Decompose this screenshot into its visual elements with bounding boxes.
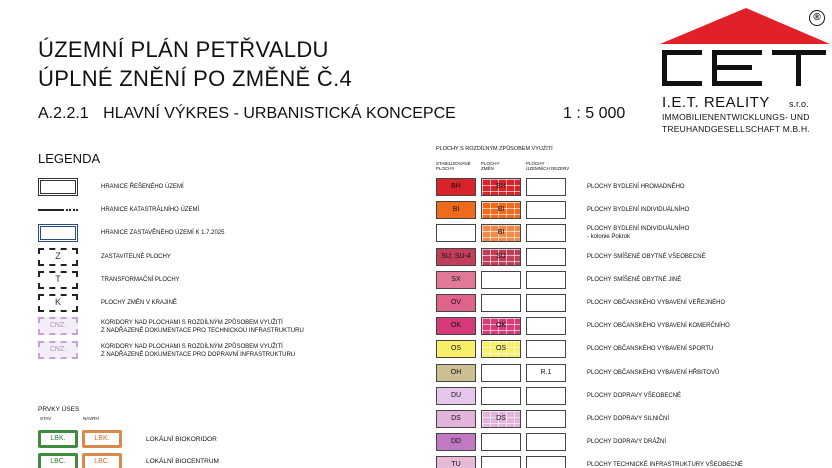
change-area-swatch xyxy=(481,364,521,382)
drawing-title xyxy=(38,105,456,123)
brand-legal-form: s.r.o. xyxy=(789,99,809,109)
reserve-area-swatch xyxy=(526,294,566,312)
eco-col-navrh: NÁVRH xyxy=(83,416,99,421)
plan-subtitle: ÚPLNÉ ZNĚNÍ PO ZMĚNĚ Č.4 xyxy=(38,66,353,91)
stabilized-area-swatch: TU xyxy=(436,456,476,468)
land-use-legend-title: PLOCHY S ROZDÍLNÝM ZPŮSOBEM VYUŽITÍ xyxy=(436,146,553,152)
stabilized-area-swatch: DU xyxy=(436,387,476,405)
stabilized-area-swatch: OS xyxy=(436,340,476,358)
biocorridor-existing-symbol: LBK. xyxy=(38,430,78,448)
legend-title: LEGENDA xyxy=(38,151,101,166)
land-use-label: PLOCHY SMÍŠENÉ OBYTNÉ JINÉ xyxy=(587,277,682,283)
land-use-label: PLOCHY BYDLENÍ INDIVIDUÁLNÍHO - kolonie Pokrok xyxy=(587,226,690,240)
stabilized-area-swatch xyxy=(436,224,476,242)
transformation-areas-symbol: T xyxy=(38,271,78,289)
change-area-swatch: OK xyxy=(481,317,521,335)
change-area-swatch xyxy=(481,433,521,451)
biocentre-label: LOKÁLNÍ BIOCENTRUM xyxy=(146,458,219,465)
biocorridor-label: LOKÁLNÍ BIOKORIDOR xyxy=(146,436,217,443)
legend-item-label: KORIDORY NAD PLOCHAMI S ROZDÍLNÝM ZPŮSOBEM VYUŽITÍ Z NADŘAZENÉ DOKUMENTACE PRO DOPRAVNÍ INFRASTRUKTURU xyxy=(101,344,296,358)
change-area-swatch xyxy=(481,456,521,468)
drawing-name: HLAVNÍ VÝKRES - URBANISTICKÁ KONCEPCE xyxy=(103,105,456,122)
land-use-label: PLOCHY OBČANSKÉHO VYBAVENÍ VEŘEJNÉHO xyxy=(587,300,726,306)
legend-item xyxy=(38,271,418,291)
land-use-label: PLOCHY SMÍŠENÉ OBYTNÉ VŠEOBECNÉ xyxy=(587,254,706,260)
house-logo-graphic xyxy=(658,6,832,96)
land-use-label: PLOCHY OBČANSKÉHO VYBAVENÍ HŘBITOVŮ xyxy=(587,370,720,376)
landscape-change-areas-symbol: K xyxy=(38,294,78,312)
stabilized-area-swatch: OK xyxy=(436,317,476,335)
land-use-label: PLOCHY DOPRAVY DRÁŽNÍ xyxy=(587,439,667,445)
reserve-area-swatch xyxy=(526,433,566,451)
stabilized-area-swatch: SX xyxy=(436,271,476,289)
legend-item xyxy=(38,341,418,361)
eco-elements-title: PRVKY ÚSES xyxy=(38,406,80,413)
change-area-swatch xyxy=(481,387,521,405)
reserve-area-swatch xyxy=(526,317,566,335)
company-logo xyxy=(658,6,832,136)
legend-item-label: TRANSFORMAČNÍ PLOCHY xyxy=(101,277,180,283)
land-use-label: PLOCHY OBČANSKÉHO VYBAVENÍ SPORTU xyxy=(587,346,714,352)
land-use-label: PLOCHY DOPRAVY SILNIČNÍ xyxy=(587,416,670,422)
stabilized-area-swatch: DS xyxy=(436,410,476,428)
biocentre-existing-symbol: LBC. xyxy=(38,453,78,468)
reserve-area-swatch xyxy=(526,178,566,196)
biocentre-proposed-symbol: LBC. xyxy=(82,453,122,468)
land-use-label: PLOCHY TECHNICKÉ INFRASTRUKTURY VŠEOBECNÉ xyxy=(587,462,743,468)
reserve-area-swatch xyxy=(526,340,566,358)
land-use-label: PLOCHY DOPRAVY VŠEOBECNÉ xyxy=(587,393,682,399)
biocorridor-proposed-symbol: LBK. xyxy=(82,430,122,448)
transport-corridor-symbol: CNZ. xyxy=(38,341,78,359)
drawing-code: A.2.2.1 xyxy=(38,105,89,122)
land-use-label: PLOCHY OBČANSKÉHO VYBAVENÍ KOMERČNÍHO xyxy=(587,323,730,329)
col-reserves: PLOCHY ÚZEMNÍCH REZERV xyxy=(526,161,570,171)
legend-item xyxy=(38,248,418,268)
change-area-swatch: BI xyxy=(481,201,521,219)
registered-mark: ® xyxy=(809,10,825,26)
change-area-swatch: BH xyxy=(481,178,521,196)
legend-item xyxy=(38,317,418,337)
plan-title: ÚZEMNÍ PLÁN PETŘVALDU xyxy=(38,37,329,62)
cadastral-boundary-symbol xyxy=(38,201,78,219)
col-changes: PLOCHY ZMĚN xyxy=(481,161,500,171)
reserve-area-swatch xyxy=(526,224,566,242)
brand-name: I.E.T. REALITY xyxy=(662,94,770,111)
legend-item-label: ZASTAVITELNÉ PLOCHY xyxy=(101,254,171,260)
reserve-area-swatch xyxy=(526,201,566,219)
legend-item xyxy=(38,178,418,198)
stabilized-area-swatch: DD xyxy=(436,433,476,451)
land-use-label: PLOCHY BYDLENÍ HROMADNÉHO xyxy=(587,184,685,190)
brand-subline-2: TREUHANDGESELLSCHAFT M.B.H. xyxy=(662,124,810,134)
land-use-label: PLOCHY BYDLENÍ INDIVIDUÁLNÍHO xyxy=(587,207,690,213)
stabilized-area-swatch: BH xyxy=(436,178,476,196)
reserve-area-swatch xyxy=(526,271,566,289)
change-area-swatch: BI xyxy=(481,224,521,242)
reserve-area-swatch xyxy=(526,248,566,266)
change-area-swatch: DS xyxy=(481,410,521,428)
eco-col-stav: STAV xyxy=(40,416,52,421)
reserve-area-swatch xyxy=(526,456,566,468)
change-area-swatch xyxy=(481,294,521,312)
stabilized-area-swatch: SU, SU-4 xyxy=(436,248,476,266)
legend-item-label: HRANICE ŘEŠENÉHO ÚZEMÍ xyxy=(101,184,184,190)
change-area-swatch: OS xyxy=(481,340,521,358)
legend-item xyxy=(38,224,418,244)
reserve-area-swatch xyxy=(526,387,566,405)
stabilized-area-swatch: OH xyxy=(436,364,476,382)
col-stabilized: STABILIZOVANÉ PLOCHY xyxy=(436,161,471,171)
technical-corridor-symbol: CNZ. xyxy=(38,317,78,335)
reserve-area-swatch xyxy=(526,410,566,428)
legend-item-label: KORIDORY NAD PLOCHAMI S ROZDÍLNÝM ZPŮSOBEM VYUŽITÍ Z NADŘAZENÉ DOKUMENTACE PRO TECHNICKOU INFRASTRUKTURU xyxy=(101,320,304,334)
brand-subline-1: IMMOBILIENENTWICKLUNGS- UND xyxy=(662,112,810,122)
drawing-scale: 1 : 5 000 xyxy=(563,105,626,122)
reserve-area-swatch: R.1 xyxy=(526,364,566,382)
change-area-swatch xyxy=(481,271,521,289)
roof-icon xyxy=(660,8,830,44)
legend-item-label: HRANICE ZASTAVĚNÉHO ÚZEMÍ K 1.7.2025 xyxy=(101,230,225,236)
boundary-solved-area-symbol xyxy=(38,178,78,196)
legend-item-label: HRANICE KATASTRÁLNÍHO ÚZEMÍ xyxy=(101,207,200,213)
legend-item xyxy=(38,201,418,221)
legend-item-label: PLOCHY ZMĚN V KRAJINĚ xyxy=(101,300,177,306)
stabilized-area-swatch: BI xyxy=(436,201,476,219)
stabilized-area-swatch: OV xyxy=(436,294,476,312)
buildable-areas-symbol: Z xyxy=(38,248,78,266)
change-area-swatch: SU xyxy=(481,248,521,266)
built-up-boundary-symbol xyxy=(38,224,78,242)
legend-item xyxy=(38,294,418,314)
